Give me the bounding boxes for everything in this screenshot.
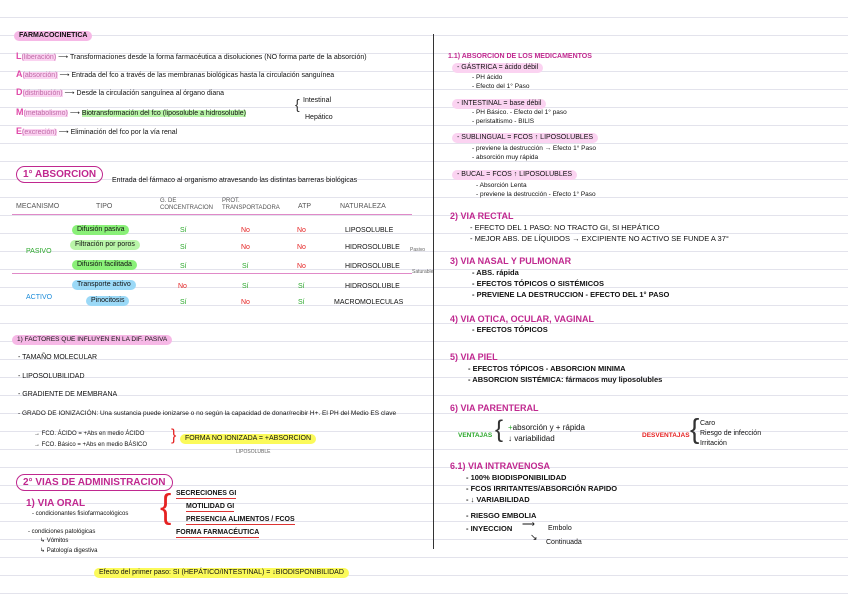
bucal-item: - previene la destrucción - Efecto 1° Paso xyxy=(476,191,596,198)
ladme-row-absorcion: A(absorción) ⟶ Entrada del fco a través de las membranas biológicas hasta la circulación sanguínea xyxy=(16,69,335,79)
oral-branch: PRESENCIA ALIMENTOS / FCOS xyxy=(186,516,295,523)
intestinal-item: - peristaltismo - BILIS xyxy=(472,118,535,125)
nasal-item: - EFECTOS TÓPICOS O SISTÉMICOS xyxy=(472,279,604,288)
table-cell: No xyxy=(241,227,250,234)
bucal-item: - Absorción Lenta xyxy=(476,182,527,189)
table-cell: No xyxy=(297,263,306,270)
oral-branch: MOTILIDAD GI xyxy=(186,503,235,510)
oral-branch: FORMA FARMACÉUTICA xyxy=(176,529,260,536)
intestinal-label: - INTESTINAL = base débil xyxy=(452,99,546,109)
sublingual-item: - previene la destrucción → Efecto 1° Paso xyxy=(472,145,596,152)
table-cell: No xyxy=(297,227,306,234)
ladme-row-distribucion: D(distribución) ⟶ Desde la circulación sanguínea al órgano diana xyxy=(16,87,225,97)
factor-item: - GRADO DE IONIZACIÓN: Una sustancia puede ionizarse o no según la capacidad de donar/recibir H+. El PH del Medio ES clave xyxy=(18,410,397,417)
nasal-item: - ABS. rápida xyxy=(472,268,519,277)
table-cell: LIPOSOLUBLE xyxy=(345,227,394,234)
gastrica-item: - PH ácido xyxy=(472,74,503,81)
table-header: PROT. TRANSPORTADORA xyxy=(222,198,280,211)
factor-acido: → FCO. ÁCIDO = +Abs en medio ÁCIDO xyxy=(34,431,145,437)
oral-branch: SECRECIONES GI xyxy=(176,490,237,497)
factor-item: - GRADIENTE DE MEMBRANA xyxy=(18,391,118,398)
nasal-item: - PREVIENE LA DESTRUCCION - EFECTO DEL 1° PASO xyxy=(472,290,670,299)
absorcion-definition: Entrada del fármaco al organismo atravesando las distintas barreras biológicas xyxy=(112,177,358,184)
table-cell: Sí xyxy=(242,263,249,270)
brace-icon: } xyxy=(171,427,177,444)
page-title: FARMACOCINETICA xyxy=(14,31,92,41)
table-cell: Sí xyxy=(180,263,187,270)
factor-item: - LIPOSOLUBILIDAD xyxy=(18,373,85,380)
ventaja-item: +absorción y + rápida xyxy=(508,423,585,432)
side-note: Pasivo xyxy=(410,247,426,253)
desventajas-label: DESVENTAJAS xyxy=(642,432,690,439)
table-cell: Sí xyxy=(180,299,187,306)
oral-vomitos: ↳ Vómitos xyxy=(40,538,69,544)
rectal-item: - EFECTO DEL 1 PASO: NO TRACTO GI, SI HEPÁTICO xyxy=(470,223,660,232)
table-cell-tipo: Difusión pasiva xyxy=(72,225,129,235)
oral-patdig: ↳ Patología digestiva xyxy=(40,548,98,554)
parenteral-heading: 6) VIA PARENTERAL xyxy=(450,403,539,413)
iv-item: - 100% BIODISPONIBILIDAD xyxy=(466,473,567,482)
branch-hepatico: Hepático xyxy=(305,114,333,121)
table-cell: HIDROSOLUBLE xyxy=(345,283,400,290)
table-cell: No xyxy=(297,244,306,251)
arrow-icon: ⟶ xyxy=(522,519,535,529)
piel-item: - EFECTOS TÓPICOS - ABSORCION MINIMA xyxy=(468,364,626,373)
rectal-heading: 2) VIA RECTAL xyxy=(450,211,514,221)
iv-continuada: Continuada xyxy=(546,539,582,546)
table-cell: No xyxy=(241,244,250,251)
table-header: MECANISMO xyxy=(16,203,60,210)
brace-icon: { xyxy=(495,416,504,443)
factor-lipo: LIPOSOLUBLE xyxy=(236,449,271,455)
ladme-row-metabolismo: M(metabolismo) ⟶ Biotransformación del fco (liposoluble a hidrosoluble) xyxy=(16,107,247,117)
desventaja-item: Irritación xyxy=(700,440,727,447)
oral-cond: - condicionantes fisiofarmacológicos xyxy=(32,511,129,517)
table-cell: No xyxy=(178,283,187,290)
iv-item: - RIESGO EMBOLIA xyxy=(466,511,537,520)
table-cell: No xyxy=(241,299,250,306)
primer-paso-note: Efecto del primer paso: SI (HEPÁTICO/INTESTINAL) = ↓BIODISPONIBILIDAD xyxy=(94,568,349,578)
table-cell-tipo: Transporte activo xyxy=(72,280,136,290)
intestinal-item: - PH Básico. - Efecto del 1° paso xyxy=(472,109,567,116)
bucal-label: - BUCAL = FCOS ↑ LIPOSOLUBLES xyxy=(452,170,577,180)
ventajas-label: VENTAJAS xyxy=(458,432,493,439)
oral-cond: - condiciones patológicas xyxy=(28,529,96,535)
table-cell: Sí xyxy=(180,244,187,251)
column-divider xyxy=(433,34,434,549)
table-cell: Sí xyxy=(298,283,305,290)
factor-basico: → FCO. Básico = +Abs en medio BÁSICO xyxy=(34,442,148,448)
gastrica-label: - GÁSTRICA = ácido débil xyxy=(452,63,543,73)
factor-conclusion: FORMA NO IONIZADA = +ABSORCION xyxy=(180,434,316,444)
desventaja-item: Caro xyxy=(700,420,716,427)
table-cell-tipo: Pinocitosis xyxy=(86,296,129,306)
table-cell-tipo: Filtración por poros xyxy=(70,240,140,250)
brace-icon: { xyxy=(160,488,172,526)
section-heading-vias: 2° VIAS DE ADMINISTRACION xyxy=(16,474,173,491)
table-cell-tipo: Difusión facilitada xyxy=(72,260,137,270)
otica-heading: 4) VIA OTICA, OCULAR, VAGINAL xyxy=(450,314,594,324)
iv-item: - ↓ VARIABILIDAD xyxy=(466,495,530,504)
table-cell: Sí xyxy=(298,299,305,306)
iv-heading: 6.1) VIA INTRAVENOSA xyxy=(450,461,551,471)
branch-intestinal: Intestinal xyxy=(303,97,332,104)
iv-item: - INYECCION xyxy=(466,524,513,533)
table-header: TIPO xyxy=(96,203,113,210)
via-oral: 1) VIA ORAL xyxy=(26,498,86,509)
ladme-row-excrecion: E(excreción) ⟶ Eliminación del fco por la vía renal xyxy=(16,126,178,136)
factores-heading: 1) FACTORES QUE INFLUYEN EN LA DIF. PASIVA xyxy=(12,335,172,345)
arrow-icon: ↘ xyxy=(530,532,538,542)
table-cell: HIDROSOLUBLE xyxy=(345,244,400,251)
desventaja-item: Riesgo de infección xyxy=(700,430,762,437)
iv-item: - FCOS IRRITANTES/ABSORCIÓN RAPIDO xyxy=(466,484,618,493)
ventaja-item: ↓ variabilidad xyxy=(508,434,555,443)
otica-item: - EFECTOS TÓPICOS xyxy=(472,325,548,334)
piel-item: - ABSORCION SISTÉMICA: fármacos muy liposolubles xyxy=(468,375,663,384)
brace-icon: { xyxy=(690,413,700,444)
table-header: G. DE CONCENTRACION xyxy=(160,198,214,211)
section-heading-absorcion: 1° ABSORCION xyxy=(16,166,103,183)
side-note: Saturable xyxy=(412,269,434,275)
table-header: NATURALEZA xyxy=(340,203,386,210)
table-cell: Sí xyxy=(242,283,249,290)
piel-heading: 5) VIA PIEL xyxy=(450,352,498,362)
right-heading: 1.1) ABSORCION DE LOS MEDICAMENTOS xyxy=(448,53,592,60)
table-cell: Sí xyxy=(180,227,187,234)
sublingual-item: - absorción muy rápida xyxy=(472,154,539,161)
iv-embolo: Embolo xyxy=(548,525,572,532)
brace-icon: { xyxy=(295,96,300,112)
ladme-row-liberacion: L(liberación) ⟶ Transformaciones desde la forma farmacéutica a disoluciones (NO forma parte de la absorción) xyxy=(16,51,367,61)
nasal-heading: 3) VIA NASAL Y PULMONAR xyxy=(450,256,572,266)
table-cell: MACROMOLECULAS xyxy=(334,299,404,306)
sublingual-label: - SUBLINGUAL = FCOS ↑ LIPOSOLUBLES xyxy=(452,133,598,143)
group-pasivo: PASIVO xyxy=(26,248,52,255)
table-cell: HIDROSOLUBLE xyxy=(345,263,400,270)
rectal-item: - MEJOR ABS. DE LÍQUIDOS → EXCIPIENTE NO ACTIVO SE FUNDE A 37° xyxy=(470,234,729,243)
factor-item: - TAMAÑO MOLECULAR xyxy=(18,354,98,361)
group-activo: ACTIVO xyxy=(26,294,53,301)
gastrica-item: - Efecto del 1° Paso xyxy=(472,83,530,90)
table-header: ATP xyxy=(298,203,312,210)
